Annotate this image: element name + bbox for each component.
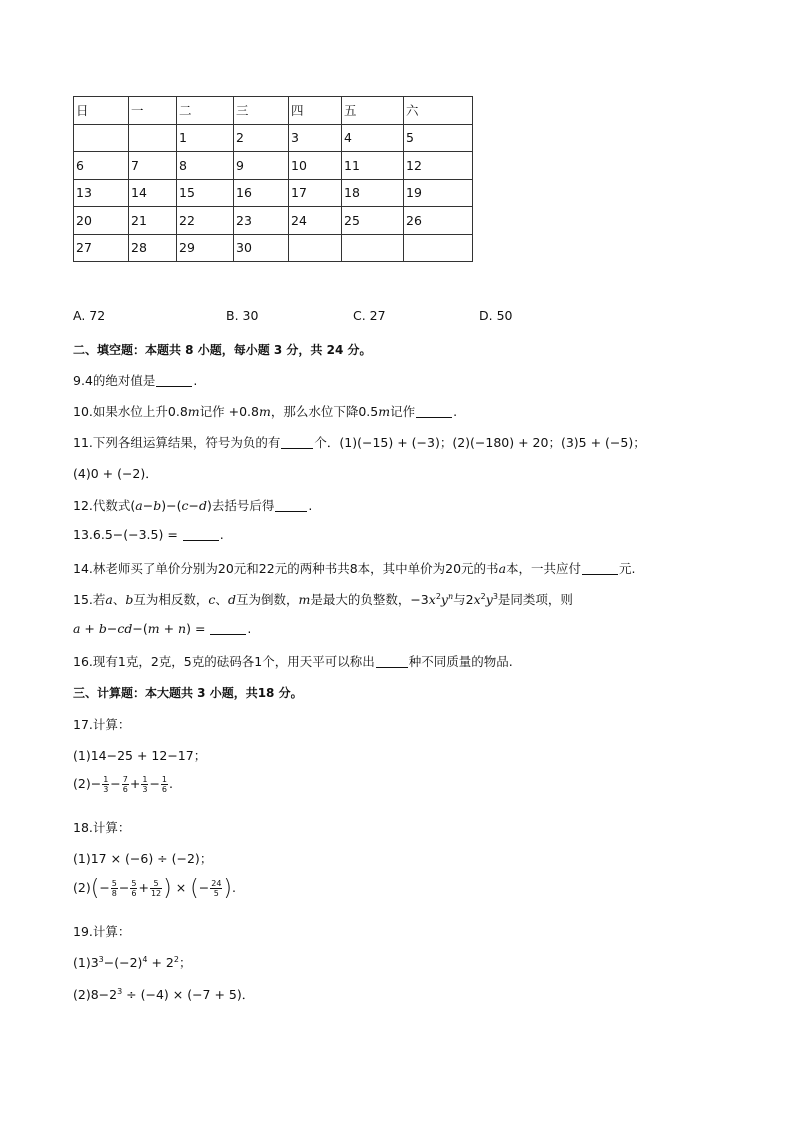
answer-blank	[275, 499, 307, 512]
math-var: a	[498, 561, 507, 576]
calendar-cell: 1	[177, 124, 234, 152]
question-text: 如果水位上升0.8	[92, 404, 188, 419]
option-c: C. 27	[353, 308, 386, 323]
calendar-row	[74, 179, 473, 207]
question-18-part2: (2)(− $\frac{5}{8}$ − $\frac{5}{6}$ + $\frac{5}{12}$ ) × (− $\frac{24}{5}$ ).	[73, 876, 236, 901]
math-var: b	[98, 621, 107, 636]
question-number: 12.	[73, 498, 93, 513]
question-number: 9.	[73, 373, 85, 388]
calendar-cell: 3	[289, 124, 342, 152]
question-text: (2)	[73, 880, 91, 895]
math-var: a	[135, 498, 143, 513]
question-13	[73, 527, 224, 542]
math-var: x	[473, 592, 481, 607]
calendar-header-cell: 四	[289, 97, 342, 125]
question-text: .	[308, 498, 313, 513]
question-text: .	[247, 621, 252, 636]
question-text: 元.	[619, 561, 636, 576]
question-number: 16.	[73, 654, 93, 669]
calendar-cell	[74, 124, 129, 152]
math-op: −	[142, 498, 154, 513]
calendar-row	[74, 207, 473, 235]
question-15-line2	[73, 621, 251, 636]
math-op: )−(	[161, 498, 182, 513]
calendar-cell: 20	[74, 207, 129, 235]
question-16	[73, 652, 513, 670]
calendar-header-cell: 一	[129, 97, 177, 125]
calendar-cell: 27	[74, 234, 129, 262]
question-text: 记作	[390, 404, 416, 419]
question-text: 4的绝对值是	[84, 373, 156, 388]
calendar-cell: 28	[129, 234, 177, 262]
question-number: 15.	[73, 592, 93, 607]
exponent: 2	[480, 591, 486, 601]
question-19-part1: $(1)3^3-(-2)^4 + 2^2$；	[73, 954, 192, 970]
calendar-cell: 30	[234, 234, 289, 262]
math-var: d	[198, 498, 207, 513]
calendar-cell: 2	[234, 124, 289, 152]
question-text: 互为相反数，	[133, 592, 209, 607]
fraction: $\frac{7}{6}$	[122, 775, 128, 794]
calendar-cell: 4	[342, 124, 404, 152]
calendar-cell	[404, 234, 473, 262]
question-text: 个．(1)(−15) + (−3)；(2)(−180) + 20；(3)5 + (−5)；	[314, 435, 646, 450]
calendar-row	[74, 152, 473, 180]
question-10	[73, 402, 457, 420]
question-text: 若	[92, 592, 106, 607]
question-text: (2)−	[73, 776, 102, 791]
exponent: n	[447, 591, 454, 601]
question-12	[73, 496, 312, 514]
option-b: B. 30	[226, 308, 259, 323]
option-d: D. 50	[479, 308, 513, 323]
question-text: .	[453, 404, 458, 419]
section-heading-calc: 三、计算题：本大题共 3 小题，共18 分。	[73, 686, 303, 700]
calendar-cell: 17	[289, 179, 342, 207]
fraction: $\frac{24}{5}$	[211, 879, 222, 898]
math-op: −(	[132, 621, 148, 636]
calendar-cell: 18	[342, 179, 404, 207]
question-text: )去括号后得	[206, 498, 275, 513]
calendar-cell: 25	[342, 207, 404, 235]
math-var: c	[181, 498, 189, 513]
question-text: 种不同质量的物品.	[408, 654, 513, 669]
calendar-cell: 15	[177, 179, 234, 207]
calendar-cell: 19	[404, 179, 473, 207]
math-var: d	[227, 592, 236, 607]
calendar-cell	[129, 124, 177, 152]
calendar-row	[74, 234, 473, 262]
answer-blank	[156, 374, 192, 387]
math-var: m	[378, 404, 391, 419]
question-17-title: 17.计算：	[73, 717, 131, 732]
question-text: 是同类项，则	[497, 592, 573, 607]
fraction: $\frac{5}{12}$	[150, 879, 162, 898]
question-19-title: 19.计算：	[73, 924, 131, 939]
exponent: 3	[492, 591, 498, 601]
question-text: 是最大的负整数，−3	[310, 592, 429, 607]
question-text: 下列各组运算结果，符号为负的有	[92, 435, 281, 450]
exponent: 2	[435, 591, 441, 601]
answer-blank	[582, 562, 618, 575]
question-number: 13.	[73, 527, 93, 542]
answer-blank	[281, 436, 313, 449]
calendar-header-cell: 六	[404, 97, 473, 125]
math-var: a	[73, 621, 81, 636]
calendar-row	[74, 124, 473, 152]
calendar-cell: 16	[234, 179, 289, 207]
question-text: 本，一共应付	[506, 561, 582, 576]
question-text: 记作 +0.8	[199, 404, 259, 419]
fraction: $\frac{1}{3}$	[142, 775, 148, 794]
calendar-header-row	[74, 97, 473, 125]
calendar-cell: 6	[74, 152, 129, 180]
math-var: y	[440, 592, 448, 607]
math-op: +	[159, 621, 179, 636]
question-17-part2: (2)− $\frac{1}{3}$ − $\frac{7}{6}$ + $\frac{1}{3}$ − $\frac{1}{6}$ .	[73, 775, 173, 794]
fraction: $\frac{5}{8}$	[111, 879, 117, 898]
question-number: 10.	[73, 404, 93, 419]
calendar-cell: 24	[289, 207, 342, 235]
calendar-header-cell: 三	[234, 97, 289, 125]
math-var: m	[187, 404, 200, 419]
math-var: a	[105, 592, 113, 607]
calendar-cell: 21	[129, 207, 177, 235]
calendar-cell: 9	[234, 152, 289, 180]
question-14	[73, 559, 636, 577]
question-text: 、	[112, 592, 126, 607]
math-op: +	[80, 621, 99, 636]
question-text: ，那么水位下降0.5	[270, 404, 379, 419]
question-text: .	[193, 373, 198, 388]
calendar-table	[73, 96, 473, 262]
question-19-part2: $(2)8-2^3 \div (-4) \times (-7 + 5)$．	[73, 986, 255, 1002]
section-heading-fill-blank: 二、填空题：本题共 8 小题，每小题 3 分，共 24 分。	[73, 343, 372, 357]
question-text: .	[219, 527, 224, 542]
calendar-cell: 13	[74, 179, 129, 207]
calendar-cell: 22	[177, 207, 234, 235]
math-op: −	[106, 621, 118, 636]
question-number: 14.	[73, 561, 93, 576]
math-var: b	[125, 592, 134, 607]
calendar-header-cell: 五	[342, 97, 404, 125]
question-text: 代数式(	[92, 498, 136, 513]
math-var: d	[124, 621, 133, 636]
calendar-cell: 29	[177, 234, 234, 262]
math-var: m	[258, 404, 271, 419]
calendar-cell: 10	[289, 152, 342, 180]
calendar-cell: 5	[404, 124, 473, 152]
answer-blank	[416, 405, 452, 418]
math-var: m	[298, 592, 311, 607]
calendar-cell	[342, 234, 404, 262]
calendar-cell: 7	[129, 152, 177, 180]
math-var: n	[178, 621, 187, 636]
option-a: A. 72	[73, 308, 106, 323]
fraction: $\frac{1}{6}$	[161, 775, 168, 794]
calendar-cell: 12	[404, 152, 473, 180]
question-text: 现有1克，2克，5克的砝码各1个，用天平可以称出	[92, 654, 375, 669]
answer-blank	[210, 622, 246, 635]
question-18-part1: (1)17 × (−6) ÷ (−2)；	[73, 851, 213, 866]
question-text: 、	[215, 592, 228, 607]
calendar-cell: 26	[404, 207, 473, 235]
math-var: x	[428, 592, 436, 607]
math-op: ) =	[186, 621, 206, 636]
calendar-cell: 14	[129, 179, 177, 207]
question-text: 互为倒数，	[235, 592, 299, 607]
question-18-title: 18.计算：	[73, 820, 131, 835]
math-var: c	[208, 592, 216, 607]
math-var: m	[147, 621, 160, 636]
answer-options	[73, 308, 773, 326]
question-text: 与2	[453, 592, 474, 607]
question-11	[73, 433, 646, 451]
question-17-part1: (1)14−25 + 12−17；	[73, 748, 207, 763]
question-15	[73, 590, 573, 608]
fraction: $\frac{5}{6}$	[131, 879, 137, 898]
calendar-cell: 11	[342, 152, 404, 180]
math-op: −	[188, 498, 199, 513]
calendar-cell: 23	[234, 207, 289, 235]
question-11-line2: (4)0 + (−2)．	[73, 466, 158, 481]
calendar-header-cell: 二	[177, 97, 234, 125]
math-var: c	[117, 621, 125, 636]
question-number: 11.	[73, 435, 93, 450]
math-var: y	[485, 592, 493, 607]
answer-blank	[376, 655, 408, 668]
calendar-cell	[289, 234, 342, 262]
calendar-cell: 8	[177, 152, 234, 180]
question-text: 林老师买了单价分别为20元和22元的两种书共8本，其中单价为20元的书	[92, 561, 499, 576]
calendar-header-cell: 日	[74, 97, 129, 125]
answer-blank	[183, 528, 219, 541]
question-text: 6.5−(−3.5) =	[92, 527, 178, 542]
math-var: b	[153, 498, 162, 513]
fraction: $\frac{1}{3}$	[103, 775, 109, 794]
question-9	[73, 371, 197, 389]
